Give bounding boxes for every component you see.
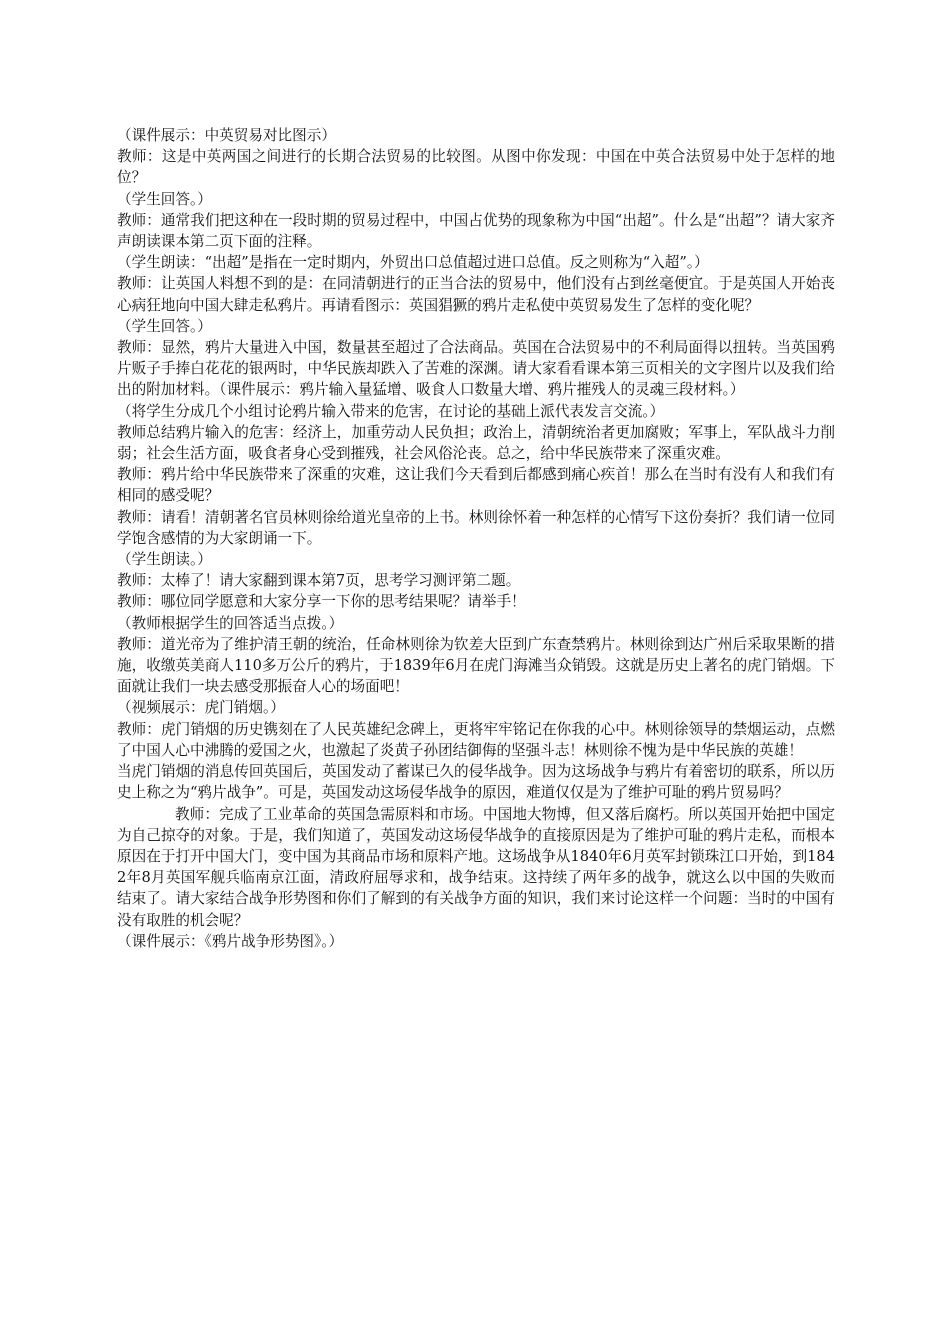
- paragraph-teacher-disaster-question: 教师：鸦片给中华民族带来了深重的灾难，这让我们今天看到后都感到痛心疾首！那么在当时有没有人和我们有相同的感受呢？: [117, 466, 835, 505]
- paragraph-teacher-share-results: 教师：哪位同学愿意和大家分享一下你的思考结果呢？请举手！: [117, 593, 526, 611]
- paragraph-teacher-hero: 教师：虎门销烟的历史镌刻在了人民英雄纪念碑上，更将牢牢铭记在你我的心中。林则徐领导的禁烟运动，点燃了中国人心中沸腾的爱国之火，也激起了炎黄子孙团结御侮的坚强斗志！林则徐不愧为是中华民族的英雄！: [117, 720, 835, 759]
- paragraph-teacher-summary-harms: 教师总结鸦片输入的危害：经济上，加重劳动人民负担；政治上，清朝统治者更加腐败；军事上，军队战斗力削弱；社会生活方面，吸食者身心受到摧残，社会风俗沦丧。总之，给中华民族带来了深重灾难。: [117, 423, 835, 463]
- paragraph-group-discussion: （将学生分成几个小组讨论鸦片输入带来的危害，在讨论的基础上派代表发言交流。）: [117, 402, 665, 420]
- paragraph-war-outbreak: 当虎门销烟的消息传回英国后，英国发动了蓄谋已久的侵华战争。因为这场战争与鸦片有着密切的联系，所以历史上称之为“鸦片战争”。可是，英国发动这场侵华战争的原因，难道仅仅是为了维护可耻的鸦片贸易吗？: [117, 763, 835, 802]
- paragraph-student-answer-2: （学生回答。）: [117, 317, 212, 335]
- paragraph-courseware-war-map: （课件展示：《鸦片战争形势图》。）: [117, 932, 344, 950]
- paragraph-teacher-trade-position: 教师：这是中英两国之间进行的长期合法贸易的比较图。从图中你发现：中国在中英合法贸易中处于怎样的地位？: [117, 148, 835, 187]
- paragraph-student-read-surplus: （学生朗读：“出超”是指在一定时期内，外贸出口总值超过进口总值。反之则称为“入超”。）: [117, 254, 709, 272]
- paragraph-teacher-war-causes: 教师：完成了工业革命的英国急需原料和市场。中国地大物博，但又落后腐朽。所以英国开始把中国定为自己掠夺的对象。于是，我们知道了，英国发动这场侵华战争的直接原因是为了维护可耻的鸦片走私，而根本原因在于打开中国大门，变中国为其商品市场和原料产地。这场战争从1840年6月英军封锁珠江口开始，到1842年8月英国军舰兵临南京江面，清政府屈辱求和，战争结束。这持续了两年多的战争，就这么以中国的失败而结束了。请大家结合战争形势图和你们了解到的有关战争方面的知识，我们来讨论这样一个问题：当时的中国有没有取胜的机会呢？: [117, 805, 835, 929]
- paragraph-teacher-guidance: （教师根据学生的回答适当点拨。）: [117, 614, 344, 632]
- paragraph-teacher-page-seven: 教师：太棒了！请大家翻到课本第7页，思考学习测评第二题。: [117, 572, 521, 590]
- paragraph-teacher-opium-smuggling: 教师：让英国人料想不到的是：在同清朝进行的正当合法的贸易中，他们没有占到丝毫便宜。于是英国人开始丧心病狂地向中国大肆走私鸦片。再请看图示：英国猖獗的鸦片走私使中英贸易发生了怎样的变化呢？: [117, 275, 835, 314]
- paragraph-teacher-humen: 教师：道光帝为了维护清王朝的统治，任命林则徐为钦差大臣到广东查禁鸦片。林则徐到达广州后采取果断的措施，收缴英美商人110多万公斤的鸦片，于1839年6月在虎门海滩当众销毁。这就是历史上著名的虎门销烟。下面就让我们一块去感受那振奋人心的场面吧！: [117, 635, 835, 696]
- paragraph-student-read: （学生朗读。）: [117, 551, 212, 569]
- paragraph-video-humen: （视频展示：虎门销烟。）: [117, 699, 285, 717]
- paragraph-teacher-trade-surplus: 教师：通常我们把这种在一段时期的贸易过程中，中国占优势的现象称为中国“出超”。什么是“出超”？请大家齐声朗读课本第二页下面的注释。: [117, 211, 835, 251]
- paragraph-teacher-opium-impact: 教师：显然，鸦片大量进入中国，数量甚至超过了合法商品。英国在合法贸易中的不利局面得以扭转。当英国鸦片贩子手捧白花花的银两时，中华民族却跌入了苦难的深渊。请大家看看课本第三页相关的文字图片以及我们给出的附加材料。（课件展示：鸦片输入量猛增、吸食人口数量大增、鸦片摧残人的灵魂三段材料。）: [117, 339, 835, 399]
- paragraph-teacher-lin-memorial: 教师：请看！清朝著名官员林则徐给道光皇帝的上书。林则徐怀着一种怎样的心情写下这份奏折？我们请一位同学饱含感情的为大家朗诵一下。: [117, 508, 835, 547]
- document-body: [117, 125, 835, 952]
- paragraph-courseware-trade-chart: （课件展示：中英贸易对比图示）: [117, 127, 336, 144]
- paragraph-student-answer-1: （学生回答。）: [117, 190, 212, 208]
